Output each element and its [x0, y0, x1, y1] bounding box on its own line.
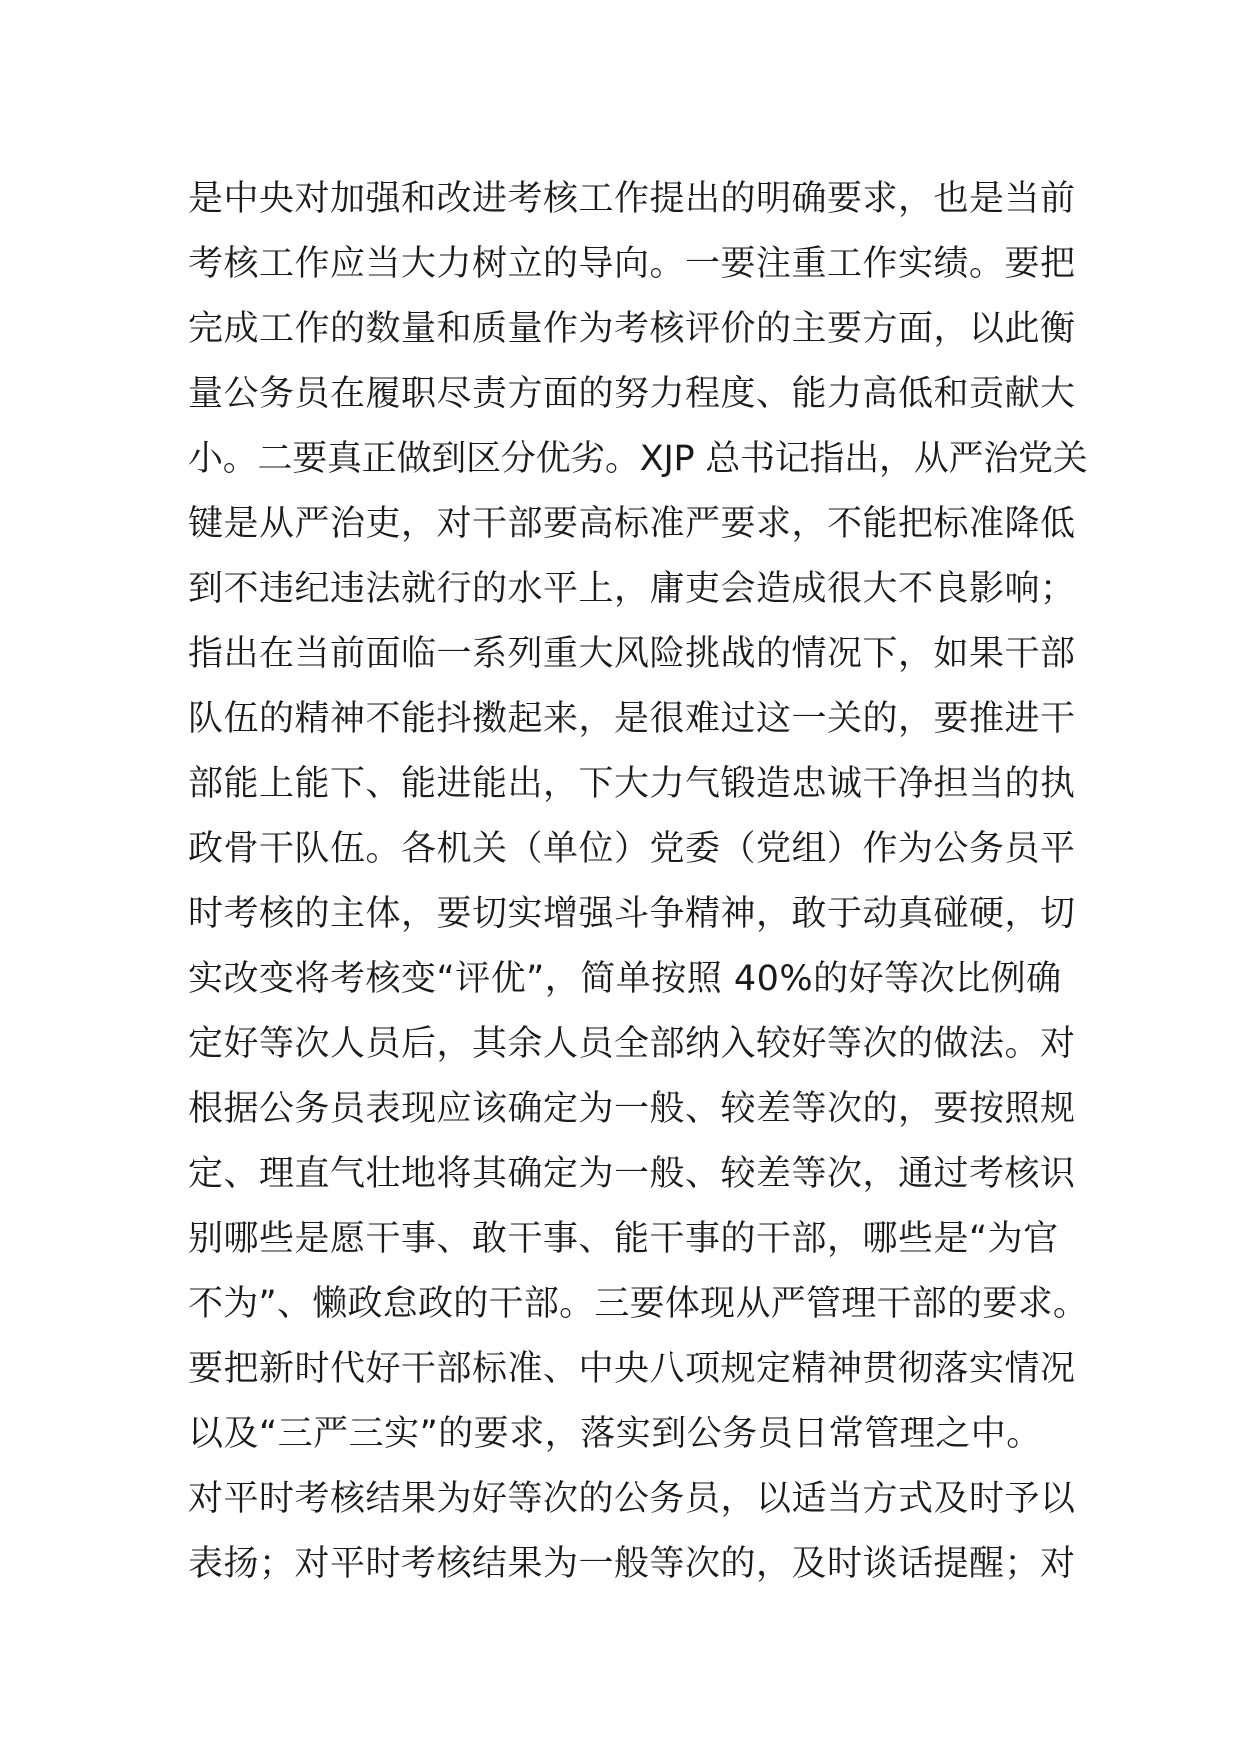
text-line: 到不违纪违法就行的水平上，庸吏会造成很大不良影响； — [188, 569, 1076, 609]
text-line: 是中央对加强和改进考核工作提出的明确要求，也是当前 — [188, 179, 1076, 219]
text-line: 完成工作的数量和质量作为考核评价的主要方面，以此衡 — [188, 309, 1076, 349]
text-line: 要把新时代好干部标准、中央八项规定精神贯彻落实情况 — [188, 1349, 1076, 1389]
text-line: 小。二要真正做到区分优劣。XJP 总书记指出，从严治党关 — [188, 439, 1088, 479]
text-line: 键是从严治吏，对干部要高标准严要求，不能把标准降低 — [188, 504, 1076, 544]
text-line: 定好等次人员后，其余人员全部纳入较好等次的做法。对 — [188, 1024, 1076, 1064]
text-line: 考核工作应当大力树立的导向。一要注重工作实绩。要把 — [188, 244, 1076, 284]
text-line: 时考核的主体，要切实增强斗争精神，敢于动真碰硬，切 — [188, 894, 1076, 934]
text-line: 部能上能下、能进能出，下大力气锻造忠诚干净担当的执 — [188, 764, 1076, 804]
text-line: 指出在当前面临一系列重大风险挑战的情况下，如果干部 — [188, 634, 1076, 674]
text-line: 对平时考核结果为好等次的公务员，以适当方式及时予以 — [188, 1479, 1076, 1519]
text-line: 别哪些是愿干事、敢干事、能干事的干部，哪些是“为官 — [188, 1219, 1059, 1259]
text-line: 量公务员在履职尽责方面的努力程度、能力高低和贡献大 — [188, 374, 1076, 414]
text-line: 不为”、懒政怠政的干部。三要体现从严管理干部的要求。 — [188, 1284, 1089, 1324]
text-line: 定、理直气壮地将其确定为一般、较差等次，通过考核识 — [188, 1154, 1076, 1194]
text-line: 政骨干队伍。各机关（单位）党委（党组）作为公务员平 — [188, 829, 1076, 869]
text-line: 实改变将考核变“评优”，简单按照 40%的好等次比例确 — [188, 959, 1062, 999]
text-line: 根据公务员表现应该确定为一般、较差等次的，要按照规 — [188, 1089, 1076, 1129]
body-text — [188, 167, 1089, 1597]
text-line: 表扬；对平时考核结果为一般等次的，及时谈话提醒；对 — [188, 1544, 1076, 1584]
text-line: 以及“三严三实”的要求，落实到公务员日常管理之中。 — [188, 1414, 1042, 1454]
text-line: 队伍的精神不能抖擞起来，是很难过这一关的，要推进干 — [188, 699, 1076, 739]
